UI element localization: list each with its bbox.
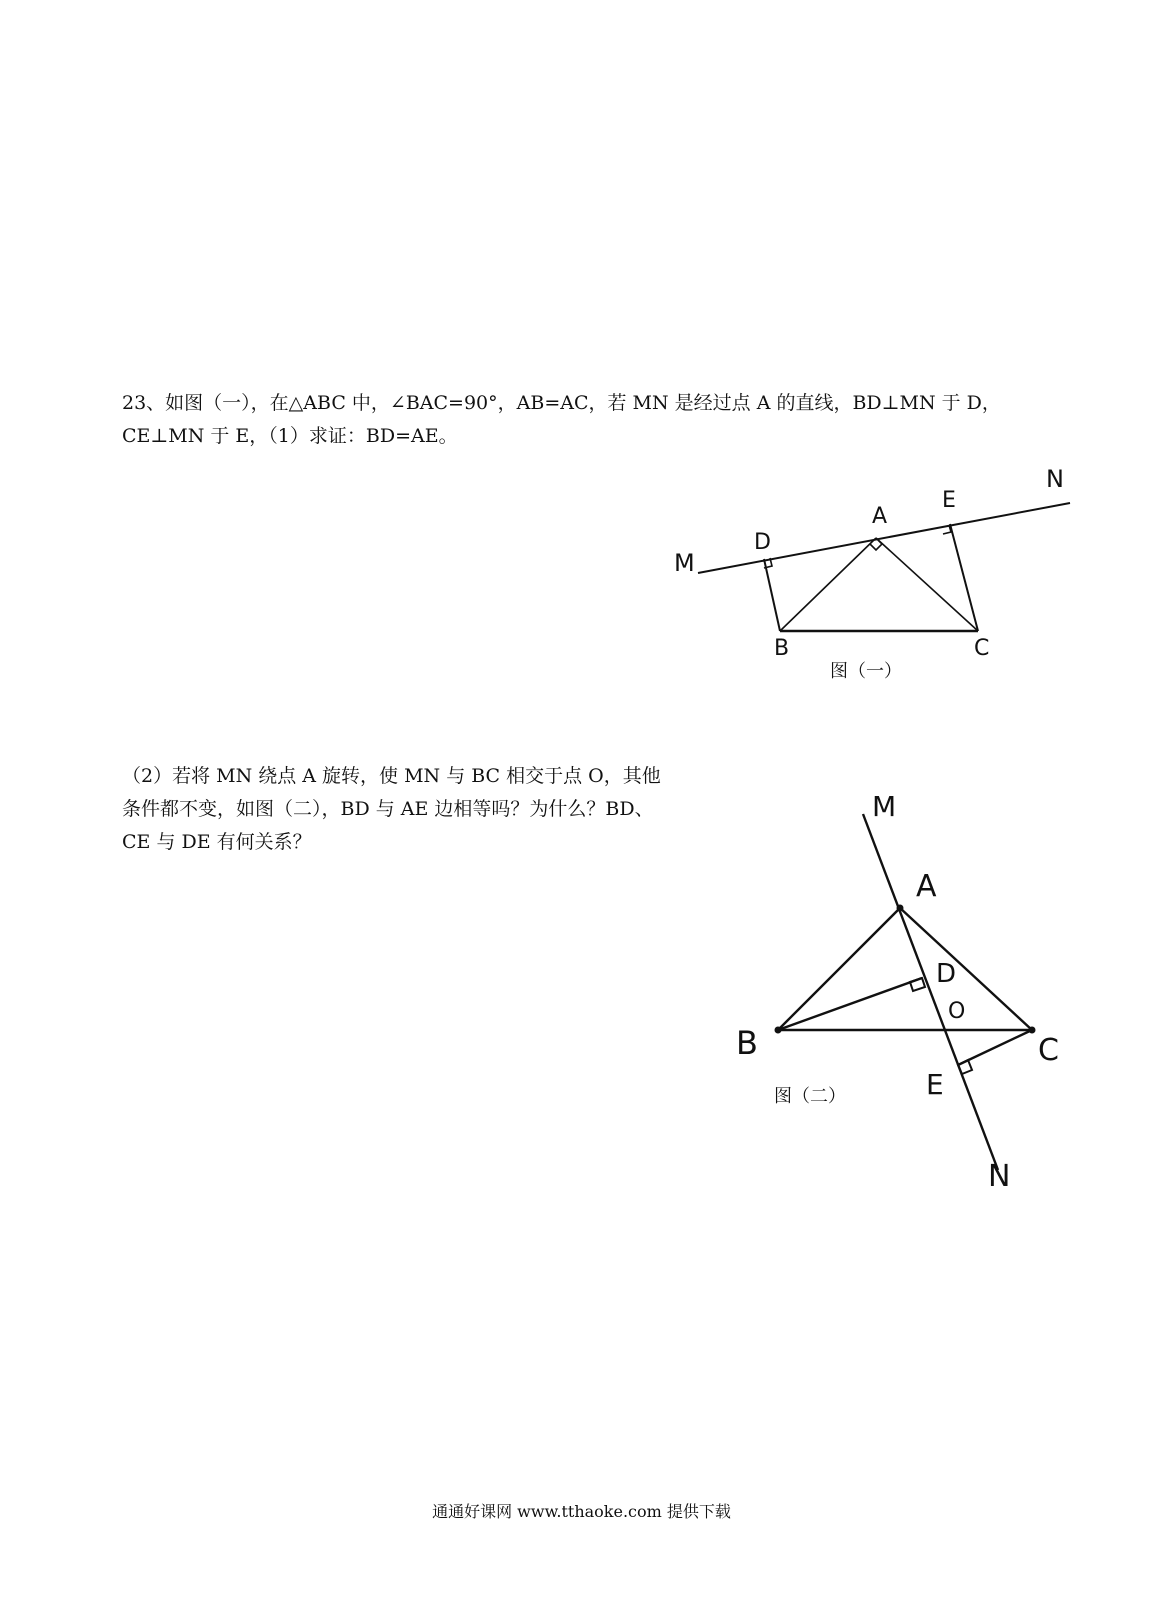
problem-part1-line2: CE⊥MN 于 E，（1）求证：BD=AE。 [122, 425, 458, 447]
page-footer: 通通好课网 www.tthaoke.com 提供下载 [432, 1502, 731, 1521]
point-b [775, 1027, 782, 1034]
segment-ce [958, 1030, 1032, 1065]
right-angle-d [910, 978, 925, 991]
point-a [897, 905, 904, 912]
figure-2-caption: 图（二） [774, 1086, 846, 1107]
segment-ac [900, 908, 1032, 1030]
label-n: N [1046, 465, 1064, 493]
segment-ab [780, 538, 876, 631]
figure-1-diagram [660, 455, 1090, 661]
problem-part2-line2: 条件都不变，如图（二），BD 与 AE 边相等吗？为什么？BD、 [122, 798, 654, 820]
label-e: E [942, 488, 956, 513]
label-c: C [1038, 1033, 1059, 1068]
figure-2-diagram [720, 790, 1100, 1194]
problem-part2-line3: CE 与 DE 有何关系？ [122, 831, 312, 853]
segment-ab [778, 908, 900, 1030]
label-a: A [872, 504, 888, 529]
label-d: D [754, 530, 771, 555]
label-c: C [974, 636, 990, 661]
point-c [1029, 1027, 1036, 1034]
segment-ac [876, 538, 978, 631]
figure-1-caption: 图（一） [830, 661, 902, 682]
label-m: M [872, 790, 897, 823]
segment-ce [950, 524, 978, 631]
label-a: A [916, 869, 937, 904]
segment-bd [764, 559, 780, 631]
segment-bd [778, 978, 922, 1030]
label-b: B [736, 1024, 758, 1062]
label-m: M [674, 549, 695, 577]
label-b: B [774, 636, 790, 661]
label-o: O [948, 999, 966, 1024]
label-d: D [936, 959, 957, 989]
label-n: N [988, 1159, 1011, 1194]
problem-part1-line1: 23、如图（一），在△ABC 中，∠BAC=90°，AB=AC，若 MN 是经过点 A 的直线，BD⊥MN 于 D， [122, 392, 1001, 414]
problem-part2-line1: （2）若将 MN 绕点 A 旋转，使 MN 与 BC 相交于点 O，其他 [122, 765, 661, 787]
label-e: E [926, 1068, 944, 1101]
